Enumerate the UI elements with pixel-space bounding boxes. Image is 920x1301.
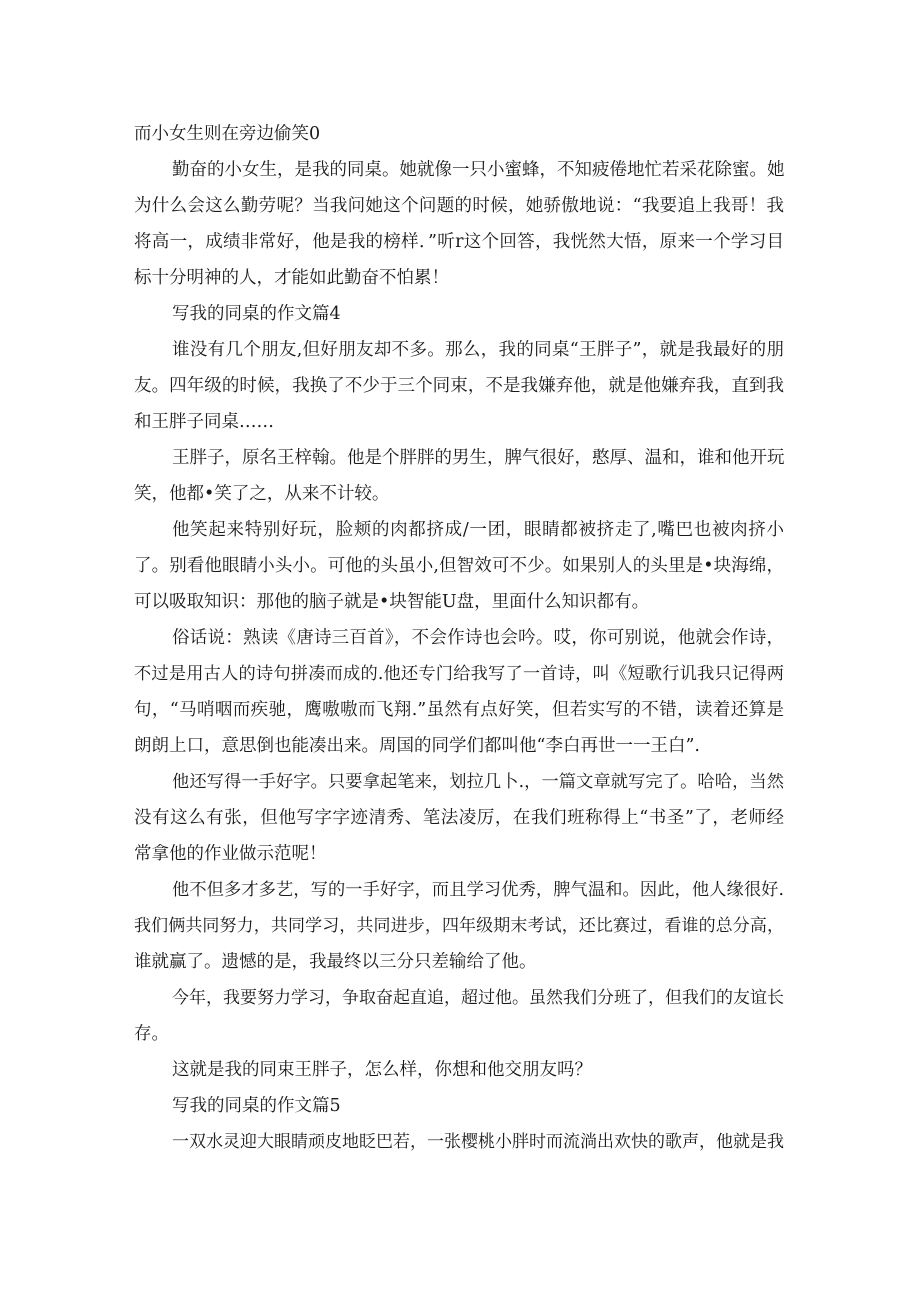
heading-text: 写我的同桌的作文篇4 <box>172 304 341 324</box>
text-line: 谁就赢了。遗憾的是，我最终以三分只差输给了他。 <box>134 952 537 972</box>
text-line: 句，“马哨咽而疾驰，鹰嗷嗷而飞翔.”虽然有点好笑，但若实写的不错，读着还算是 <box>134 700 784 720</box>
text-line: 而小女生则在旁边偷笑0 <box>134 124 321 144</box>
text-line: 了。别看他眼睛小头小。可他的头虽小,但智效可不少。如果别人的头里是•块海绵， <box>134 556 784 576</box>
text-line: 将高一，成绩非常好，他是我的榜样．”听r这个回答，我恍然大悟，原来一个学习目 <box>134 232 784 252</box>
text-line: 我们俩共同努力，共同学习，共同进步，四年级期末考试，还比赛过，看谁的总分高， <box>134 916 784 936</box>
paragraph-talented <box>134 872 784 980</box>
text-line: 为什么会这么勤劳呢？当我问她这个问题的时候，她骄傲地说：“我要追上我哥！我 <box>134 196 784 216</box>
paragraph-closing <box>134 1052 784 1088</box>
text-line: 笑，他都•笑了之，从来不计较。 <box>134 484 390 504</box>
text-line: 没有这么有张，但他写字字迹清秀、笔法凌厉，在我们班称得上“书圣”了，老师经 <box>134 808 784 828</box>
text-line: 不过是用古人的诗句拼凑而成的.他还专门给我写了一首诗，叫《短歌行讥我只记得两 <box>134 664 784 684</box>
text-line: 友。四年级的时候，我换了不少于三个同束，不是我嫌弃他，就是他嫌弃我，直到我 <box>134 376 784 396</box>
heading-text: 写我的同桌的作文篇5 <box>172 1096 341 1116</box>
section-heading-5 <box>134 1088 784 1124</box>
paragraph-intro-friend <box>134 332 784 440</box>
text-line: 他不但多才多艺，写的一手好字，而且学习优秀，脾气温和。因此，他人缘很好. <box>172 880 784 900</box>
paragraph-diligent-girl <box>134 152 784 296</box>
text-line: 王胖子，原名王梓翰。他是个胖胖的男生，脾气很好，憨厚、温和，谁和他开玩 <box>172 448 785 468</box>
text-line: 今年，我要努力学习，争取奋起直追，超过他。虽然我们分班了，但我们的友谊长 <box>172 988 784 1008</box>
paragraph-this-year <box>134 980 784 1052</box>
paragraph-laugh <box>134 512 784 620</box>
text-line: 俗话说：熟读《唐诗三百首》，不会作诗也会吟。哎，你可别说，他就会作诗， <box>172 628 784 648</box>
paragraph-handwriting <box>134 764 784 872</box>
text-line: 常拿他的作业做示范呢！ <box>134 844 327 864</box>
text-line: 存。 <box>134 1024 169 1044</box>
paragraph-continuation <box>134 116 784 152</box>
text-line: 标十分明神的人，才能如此勤奋不怕累！ <box>134 268 449 288</box>
paragraph-essay5-opening <box>134 1124 784 1160</box>
text-line: 朗朗上口，意思倒也能凑出来。周国的同学们都叫他“李白再世一一王白”. <box>134 736 700 756</box>
text-line: 他笑起来特别好玩，脸颊的肉都挤成/一团，眼睛都被挤走了,嘴巴也被肉挤小 <box>172 520 784 540</box>
paragraph-poetry <box>134 620 784 764</box>
text-line: 这就是我的同束王胖子，怎么样，你想和他交朋友吗？ <box>172 1060 592 1080</box>
text-line: 可以吸取知识：那他的脑子就是•块智能U盘，里面什么知识都有。 <box>134 592 650 612</box>
text-line: 勤奋的小女生，是我的同桌。她就像一只小蜜蜂，不知疲倦地忙若采花除蜜。她 <box>172 160 785 180</box>
text-line: 谁没有几个朋友,但好朋友却不多。那么，我的同桌“王胖子”，就是我最好的朋 <box>172 340 784 360</box>
section-heading-4 <box>134 296 784 332</box>
paragraph-wang-description <box>134 440 784 512</box>
essay-body <box>134 116 784 1160</box>
text-line: 他还写得一手好字。只要拿起笔来，划拉几卜.，一篇文章就写完了。哈哈，当然 <box>172 772 784 792</box>
text-line: 一双水灵迎大眼睛顽皮地眨巴若，一张樱桃小胖时而流淌出欢快的歌声，他就是我 <box>172 1132 784 1152</box>
text-line: 和王胖子同桌…… <box>134 412 274 432</box>
